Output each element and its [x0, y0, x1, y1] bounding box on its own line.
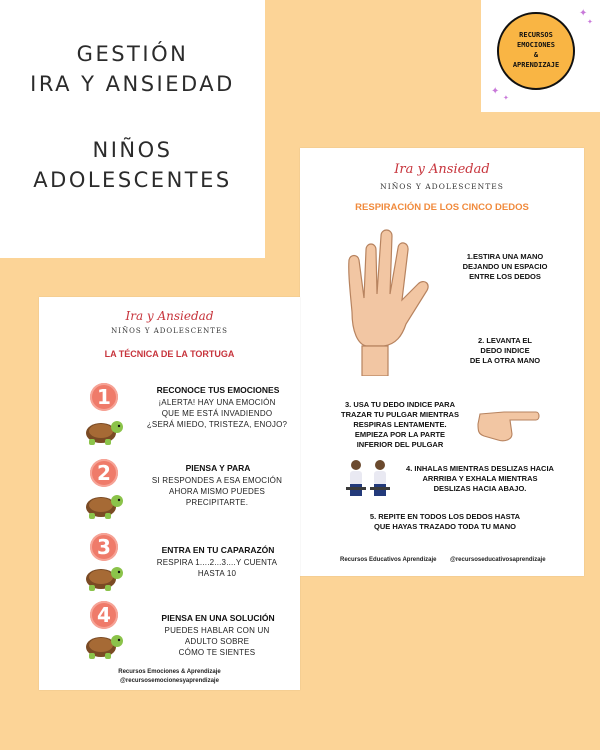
turtle-step-title: ENTRA EN TU CAPARAZÓN [161, 545, 275, 555]
sheet-script-title: Ira y Ansiedad [394, 162, 490, 177]
turtle-step-body: SI RESPONDES A ESA EMOCIÓN AHORA MISMO PUEDES PRECIPITARTE. [151, 476, 283, 507]
cover-title-line-2: IRA Y ANSIEDAD [30, 72, 235, 96]
logo-line-3: & [533, 51, 539, 59]
sheet-subtitle: NIÑOS Y ADOLESCENTES [111, 327, 228, 335]
cover-title-line-4: ADOLESCENTES [33, 168, 232, 192]
brand-logo [497, 12, 575, 90]
sheet-footer-handle: @recursosemocionesyaprendizaje [120, 678, 219, 684]
cover-title-panel [0, 0, 265, 258]
sparkle-icon: ✦ [491, 86, 500, 97]
sheet-subtitle: NIÑOS Y ADOLESCENTES [380, 182, 504, 191]
sheet-script-title: Ira y Ansiedad [125, 309, 214, 323]
brand-logo-panel [481, 0, 600, 112]
step-number-badge: 4 [90, 601, 118, 629]
sparkle-icon: ✦ [579, 8, 588, 19]
turtle-step-body: RESPIRA 1....2...3....Y CUENTA HASTA 10 [156, 558, 278, 578]
breathing-step-2: 2. LEVANTA EL DEDO INDICE DE LA OTRA MANO [469, 336, 541, 365]
sheet-heading: LA TÉCNICA DE LA TORTUGA [104, 349, 235, 359]
turtle-step-title: PIENSA Y PARA [185, 463, 251, 473]
breathing-step-3: 3. USA TU DEDO INDICE PARA TRAZAR TU PULGAR MIENTRAS RESPIRAS LENTAMENTE. EMPIEZA POR LA PARTE INFERIOR DEL PULGAR [341, 400, 459, 449]
sheet-footer-name: Recursos Educativos Aprendizaje [340, 557, 437, 563]
turtle-step-body: PUEDES HABLAR CON UN ADULTO SOBRE CÓMO TE SIENTES [164, 626, 270, 657]
turtle-step-title: RECONOCE TUS EMOCIONES [156, 385, 280, 395]
turtle-step-body: ¡ALERTA! HAY UNA EMOCIÓN QUE ME ESTÁ INVADIENDO ¿SERÁ MIEDO, TRISTEZA, ENOJO? [146, 398, 288, 429]
breathing-step-1: 1.ESTIRA UNA MANO DEJANDO UN ESPACIO ENTRE LOS DEDOS [462, 252, 548, 281]
turtle-technique-sheet [39, 297, 300, 690]
step-number-badge: 2 [90, 459, 118, 487]
turtle-step-title: PIENSA EN UNA SOLUCIÓN [161, 613, 275, 623]
step-number-badge: 3 [90, 533, 118, 561]
step-number-badge: 1 [90, 383, 118, 411]
five-finger-breathing-sheet [300, 148, 584, 576]
sheet-heading: RESPIRACIÓN DE LOS CINCO DEDOS [355, 202, 529, 213]
open-hand-icon [322, 220, 446, 376]
pointing-hand-icon [476, 400, 540, 444]
cover-title-line-3: NIÑOS [92, 138, 173, 162]
people-breathing-icon [344, 457, 396, 501]
sheet-footer-name: Recursos Emociones & Aprendizaje [118, 669, 221, 675]
turtle-icon [79, 627, 125, 661]
cover-title-line-1: GESTIÓN [76, 42, 189, 66]
breathing-step-4: 4. INHALAS MIENTRAS DESLIZAS HACIA ARRRIBA Y EXHALA MIENTRAS DESLIZAS HACIA ABAJO. [406, 464, 554, 493]
sparkle-icon: ✦ [587, 19, 593, 26]
turtle-icon [79, 559, 125, 593]
logo-line-2: EMOCIONES [517, 41, 555, 49]
logo-line-1: RECURSOS [519, 31, 553, 39]
logo-line-4: APRENDIZAJE [512, 61, 560, 69]
breathing-step-5: 5. REPITE EN TODOS LOS DEDOS HASTA QUE HAYAS TRAZADO TODA TU MANO [369, 512, 521, 531]
turtle-icon [79, 413, 125, 447]
turtle-icon [79, 487, 125, 521]
sparkle-icon: ✦ [503, 95, 509, 102]
sheet-footer-handle: @recursoseducativosaprendizaje [450, 557, 546, 563]
